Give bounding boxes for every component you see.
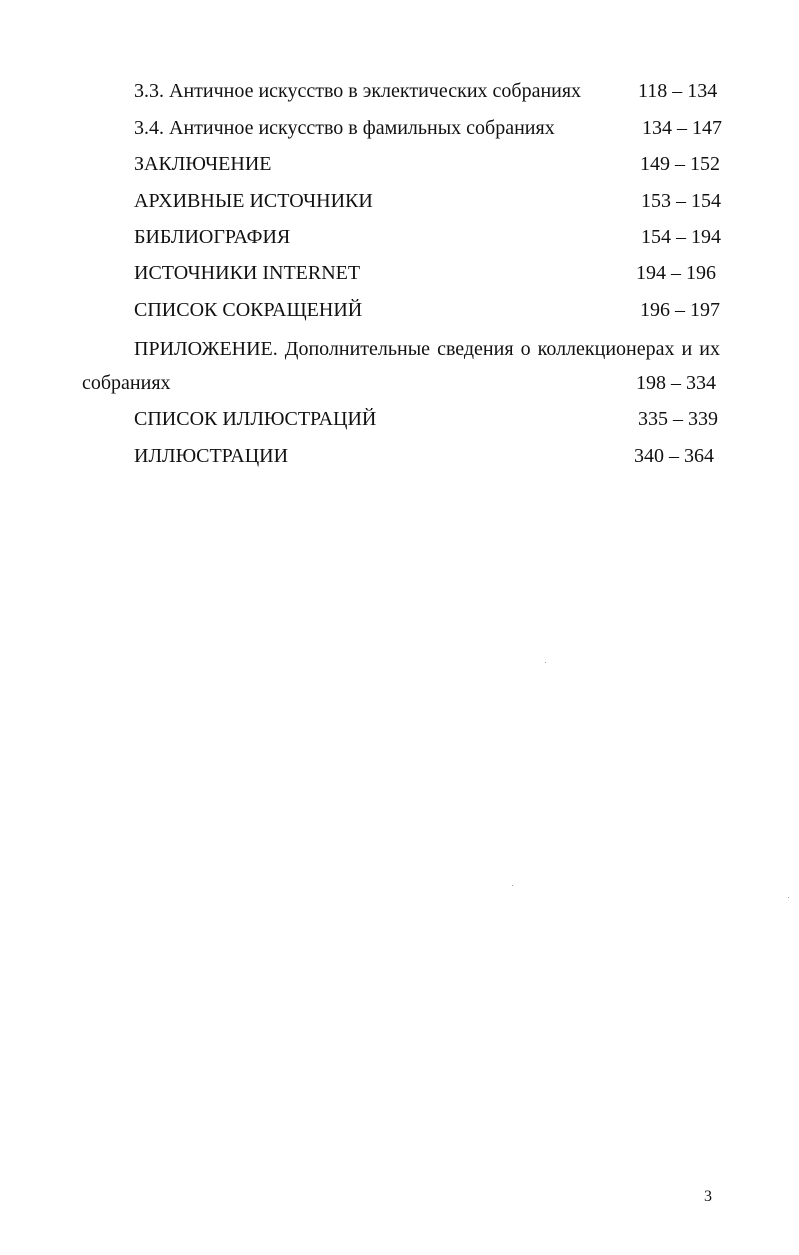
toc-entry-pages: 198 – 334 [636, 372, 716, 394]
toc-entry-pages: 153 – 154 [641, 190, 721, 212]
toc-entry-title: БИБЛИОГРАФИЯ [134, 226, 291, 248]
toc-entry-pages: 149 – 152 [640, 153, 720, 175]
scan-artifact [545, 662, 546, 663]
toc-entry [0, 76, 799, 106]
toc-entry-title: АРХИВНЫЕ ИСТОЧНИКИ [134, 190, 373, 212]
toc-entry [0, 295, 799, 325]
toc-entry-title: ИЛЛЮСТРАЦИИ [134, 445, 289, 467]
toc-entry-pages: 196 – 197 [640, 299, 720, 321]
toc-entry-title-continuation: собраниях [82, 372, 171, 394]
toc-entry-pages: 118 – 134 [638, 80, 718, 102]
toc-entry [0, 149, 799, 179]
toc-entry-title: 3.4. Античное искусство в фамильных собраниях [134, 117, 555, 139]
page-number: 3 [704, 1188, 712, 1205]
toc-entry [0, 113, 799, 143]
toc-entry-title: ПРИЛОЖЕНИЕ. Дополнительные сведения о коллекционерах и их [134, 338, 720, 360]
toc-entry-title: СПИСОК СОКРАЩЕНИЙ [134, 299, 363, 321]
toc-entry-title: СПИСОК ИЛЛЮСТРАЦИЙ [134, 408, 377, 430]
scan-artifact [512, 885, 513, 886]
toc-entry-pages: 154 – 194 [641, 226, 721, 248]
toc-entry-pages: 340 – 364 [634, 445, 714, 467]
toc-entry-title: ИСТОЧНИКИ INTERNET [134, 262, 361, 284]
toc-entry [0, 186, 799, 216]
toc-entry [0, 222, 799, 252]
toc-entry-pages: 335 – 339 [638, 408, 718, 430]
toc-entry-title: ЗАКЛЮЧЕНИЕ [134, 153, 272, 175]
toc-entry [0, 441, 799, 471]
toc-entry-title: 3.3. Античное искусство в эклектических собраниях [134, 80, 582, 102]
scan-artifact [788, 897, 789, 898]
toc-entry-pages: 134 – 147 [642, 117, 722, 139]
toc-entry [0, 258, 799, 288]
toc-entry-pages: 194 – 196 [636, 262, 716, 284]
toc-entry [0, 404, 799, 434]
